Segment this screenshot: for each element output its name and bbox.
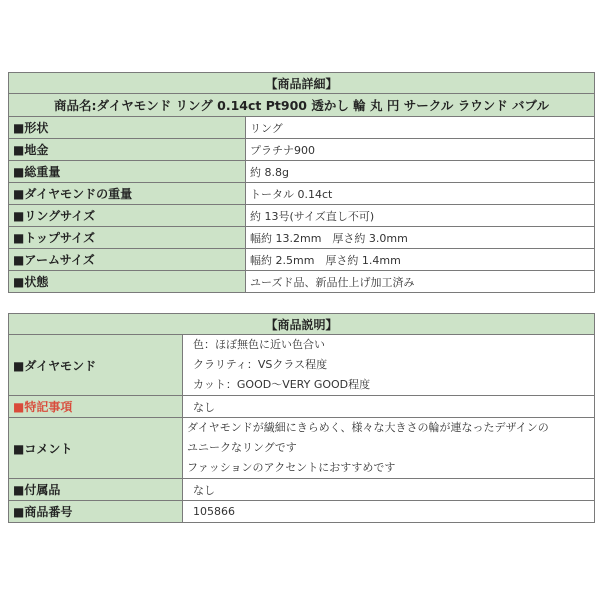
comment-text: [183, 418, 595, 479]
detail-row-top-size: [9, 227, 595, 249]
detail-label: ■地金: [9, 139, 246, 161]
detail-row-condition: [9, 271, 595, 293]
description-row-accessories: [9, 479, 595, 501]
detail-value: トータル 0.14ct: [246, 183, 595, 205]
description-label: ■商品番号: [9, 501, 183, 523]
description-header: 【商品説明】: [9, 314, 595, 335]
description-label: ■特記事項: [9, 396, 183, 418]
description-row-special-notes: [9, 396, 595, 418]
comment-line: ユニークなリングです: [187, 441, 297, 454]
diamond-cut: カット：GOOD～VERY GOOD程度: [193, 378, 371, 391]
comment-line: ファッションのアクセントにおすすめです: [187, 461, 396, 474]
detail-label: ■ダイヤモンドの重量: [9, 183, 246, 205]
product-description-table: [8, 313, 595, 523]
detail-value: リング: [246, 117, 595, 139]
diamond-color: 色：ほぼ無色に近い色合い: [193, 338, 325, 351]
product-details-table: [8, 72, 595, 293]
detail-label: ■総重量: [9, 161, 246, 183]
detail-label: ■アームサイズ: [9, 249, 246, 271]
description-label: ■ダイヤモンド: [9, 335, 183, 396]
detail-row-diamond-weight: [9, 183, 595, 205]
description-label: ■付属品: [9, 479, 183, 501]
description-value: なし: [183, 479, 595, 501]
description-label: ■コメント: [9, 418, 183, 479]
detail-value: 幅約 2.5mm 厚さ約 1.4mm: [246, 249, 595, 271]
product-number-value: 105866: [183, 501, 595, 523]
diamond-clarity: クラリティ：VSクラス程度: [193, 358, 328, 371]
description-row-diamond: [9, 335, 595, 396]
detail-value: 約 8.8g: [246, 161, 595, 183]
description-row-product-number: [9, 501, 595, 523]
detail-value: 幅約 13.2mm 厚さ約 3.0mm: [246, 227, 595, 249]
diamond-spec-list: [183, 335, 595, 396]
detail-label: ■状態: [9, 271, 246, 293]
detail-value: 約 13号(サイズ直し不可): [246, 205, 595, 227]
detail-row-weight: [9, 161, 595, 183]
detail-value: ユーズド品、新品仕上げ加工済み: [246, 271, 595, 293]
comment-line: ダイヤモンドが繊細にきらめく、様々な大きさの輪が連なったデザインの: [187, 421, 549, 434]
detail-value: プラチナ900: [246, 139, 595, 161]
detail-row-shape: [9, 117, 595, 139]
detail-row-metal: [9, 139, 595, 161]
detail-row-arm-size: [9, 249, 595, 271]
product-name: 商品名:ダイヤモンド リング 0.14ct Pt900 透かし 輪 丸 円 サークル ラウンド バブル: [9, 94, 595, 117]
description-value: なし: [183, 396, 595, 418]
detail-label: ■リングサイズ: [9, 205, 246, 227]
detail-label: ■トップサイズ: [9, 227, 246, 249]
description-row-comment: [9, 418, 595, 479]
detail-row-ring-size: [9, 205, 595, 227]
detail-label: ■形状: [9, 117, 246, 139]
details-header: 【商品詳細】: [9, 73, 595, 94]
